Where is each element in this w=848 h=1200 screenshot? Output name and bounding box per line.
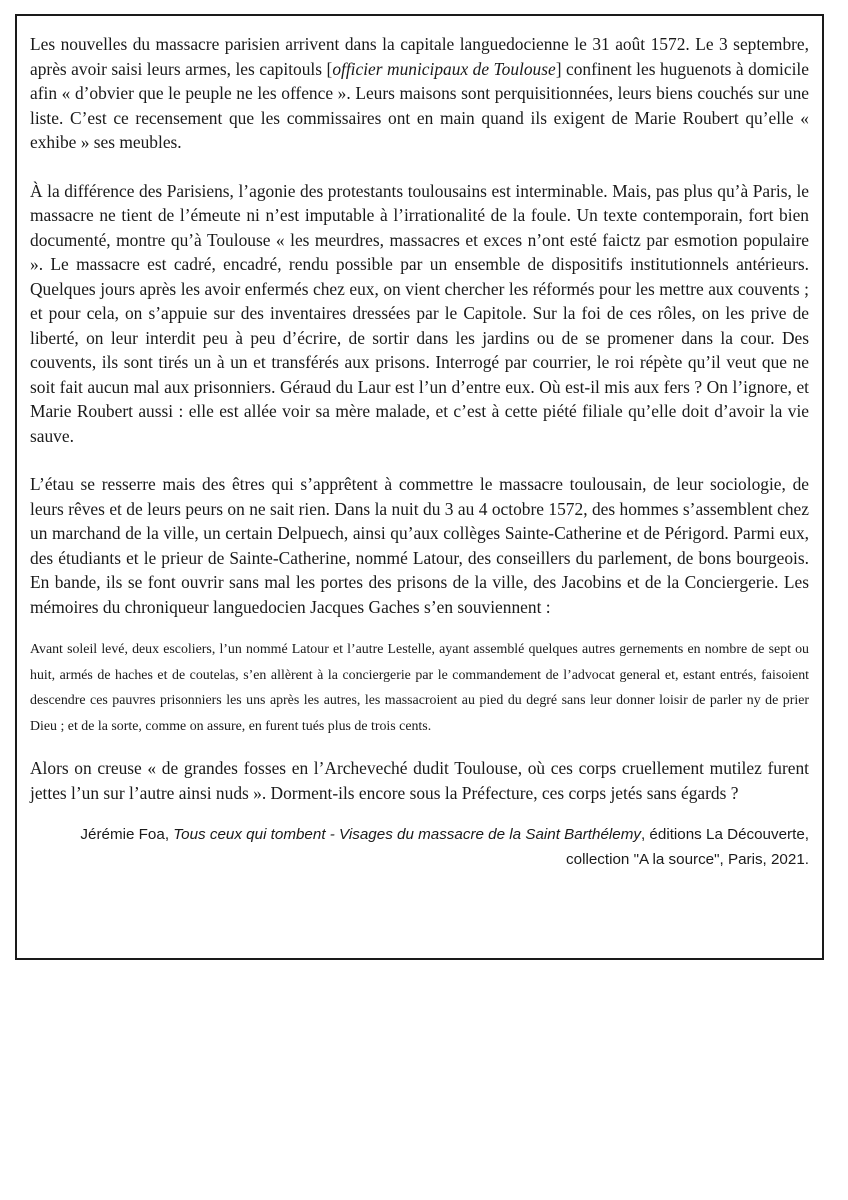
paragraph-1-italic-note: officier municipaux de Toulouse <box>332 58 556 79</box>
source-author: Jérémie Foa, <box>80 826 174 843</box>
source-details: , éditions La Découverte, collection "A la source", Paris, 2021. <box>566 826 809 868</box>
source-citation <box>30 822 809 872</box>
paragraph-3: L’étau se resserre mais des êtres qui s’apprêtent à commettre le massacre toulousain, de leur sociologie, de leurs rêves et de leurs peurs on ne sait rien. Dans la nuit du 3 au 4 octobre 1572, des hommes s’assemblent chez un marchand de la ville, un certain Delpuech, ainsi qu’aux collèges Sainte-Catherine et de Périgord. Parmi eux, des étudiants et le prieur de Sainte-Catherine, nommé Latour, des conseillers du parlement, de bons bourgeois. En bande, ils se font ouvrir sans mal les portes des prisons de la ville, des Jacobins et de la Conciergerie. Les mémoires du chroniqueur languedocien Jacques Gaches s’en souviennent : <box>30 474 809 617</box>
paragraph-1 <box>30 32 809 155</box>
paragraph-1-part-1: Les nouvelles du massacre parisien arrivent dans la capitale languedocienne le 31 août 1572. Le 3 septembre, après avoir saisi leurs armes, les capitouls [ <box>30 34 809 79</box>
paragraph-1-part-2: ] confinent les huguenots à domicile afin « d’obvier que le peuple ne les offence ». Leurs maisons sont perquisitionnées, leurs biens couchés sur une liste. C’est ce recensement que les commissaires ont en main quand ils exigent de Marie Roubert qu’elle « exhibe » ses meubles. <box>30 58 809 152</box>
source-title: Tous ceux qui tombent - Visages du massacre de la Saint Barthélemy <box>173 826 641 843</box>
paragraph-5: Alors on creuse « de grandes fosses en l’Archeveché dudit Toulouse, où ces corps cruellement mutilez furent jettes l’un sur l’autre ainsi nuds ». Dorment-ils encore sous la Préfecture, ces corps jetés sans égards ? <box>30 758 809 803</box>
block-quote: Avant soleil levé, deux escoliers, l’un nommé Latour et l’autre Lestelle, ayant assemblé quelques autres gernements en nombre de sept ou huit, armés de haches et de coutelas, s’en allèrent à la conciergerie par le commandement de l’advocat general et, estant entrés, faisoient descendre ces pauvres prisonniers les uns après les autres, les massacroient au pied du degré sans leur donner loisir de parler ny de prier Dieu ; et de la sorte, comme on assure, en furent tués plus de trois cents. <box>30 642 809 734</box>
paragraph-2: À la différence des Parisiens, l’agonie des protestants toulousains est interminable. Mais, pas plus qu’à Paris, le massacre ne tient de l’émeute ni n’est imputable à l’irrationalité de la foule. Un texte contemporain, fort bien documenté, montre qu’à Toulouse « les meurdres, massacres et exces n’ont esté faictz par esmotion populaire ». Le massacre est cadré, encadré, rendu possible par un ensemble de dispositifs institutionnels antérieurs. Quelques jours après les avoir enfermés chez eux, on vient chercher les réformés pour les mettre aux couvents ; et pour cela, on s’appuie sur des inventaires dressées par le Capitole. Sur la foi de ces rôles, on les prive de liberté, on leur interdit peu à peu d’écrire, de sortir dans les jardins ou de se promener dans la cour. Des couvents, ils sont tirés un à un et transférés aux prisons. Interrogé par courrier, le roi répète qu’il veut que ne soit fait aucun mal aux prisonniers. Géraud du Laur est l’un d’entre eux. Où est-il mis aux fers ? On l’ignore, et Marie Roubert aussi : elle est allée voir sa mère malade, et c’est à cette piété filiale qu’elle doit d’avoir la vie sauve. <box>30 180 809 446</box>
text-document-box <box>15 14 824 960</box>
